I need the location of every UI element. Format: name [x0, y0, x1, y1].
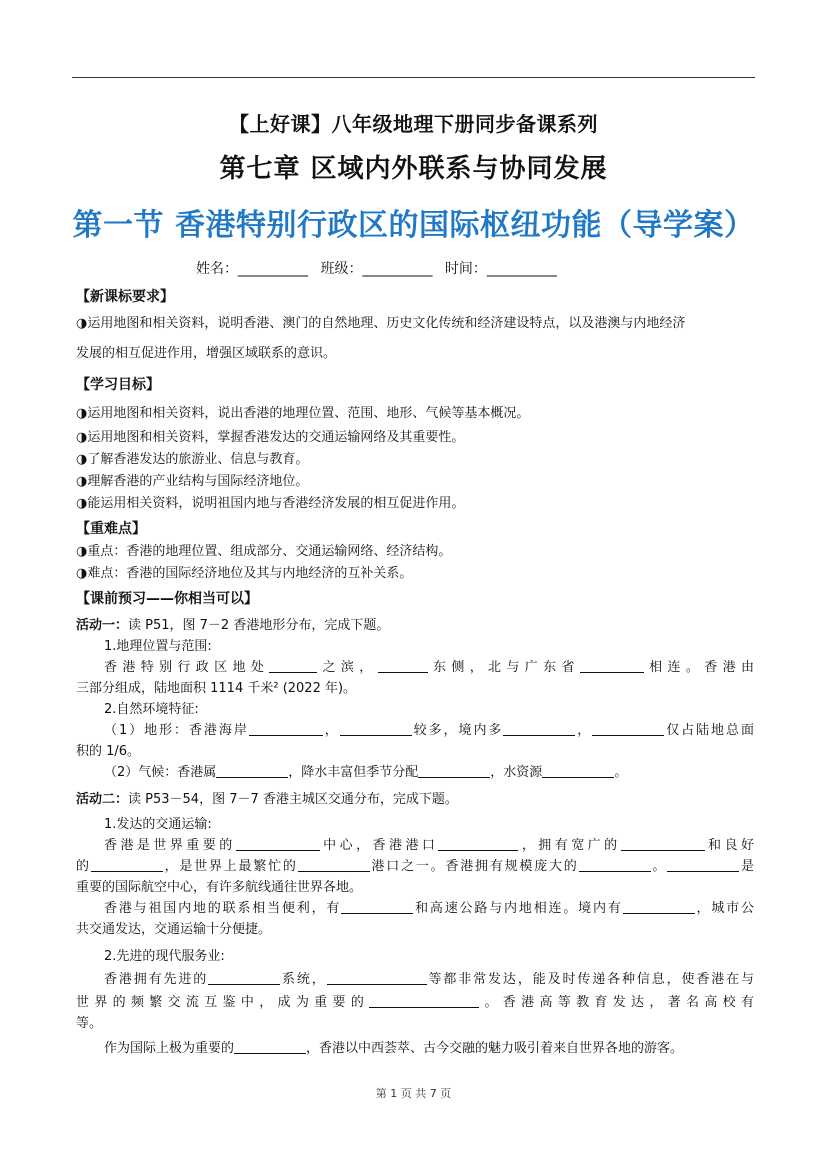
answer-blank[interactable]	[592, 721, 664, 736]
time-field: 时间：__________	[444, 261, 557, 277]
keypoint-item: ◑重点：香港的地理位置、组成部分、交通运输网络、经济结构。	[76, 544, 452, 559]
answer-blank[interactable]	[503, 721, 575, 736]
answer-blank[interactable]	[378, 658, 428, 673]
a1-q2-line3: （2）气候：香港属 ，降水丰富但季节分配 ，水资源 。	[104, 765, 628, 780]
answer-blank[interactable]	[542, 763, 614, 778]
a2-line3: 重要的国际航空中心，有许多航线通往世界各地。	[76, 880, 363, 895]
answer-blank[interactable]	[208, 970, 280, 985]
a1-q1-line1: 香港特别行政区地处 之滨， 东侧，北与广东省 相连。香港由	[104, 660, 754, 675]
a2-line1: 香港是世界重要的 中心，香港港口 ，拥有宽广的 和良好	[104, 838, 754, 853]
goal-item: ◑了解香港发达的旅游业、信息与教育。	[76, 452, 309, 467]
answer-blank[interactable]	[438, 836, 518, 851]
answer-blank[interactable]	[249, 721, 323, 736]
class-field: 班级：__________	[320, 261, 433, 277]
name-field: 姓名：__________	[196, 261, 308, 277]
keypoint-item: ◑难点：香港的国际经济地位及其与内地经济的互补关系。	[76, 566, 413, 581]
answer-blank[interactable]	[621, 836, 705, 851]
answer-blank[interactable]	[327, 970, 427, 985]
section-title: 第一节 香港特别行政区的国际枢纽功能（导学案）	[72, 208, 755, 243]
activity1-label: 活动一：	[76, 618, 129, 633]
goal-item: ◑能运用相关资料，说明祖国内地与香港经济发展的相互促进作用。	[76, 496, 465, 511]
answer-blank[interactable]	[234, 1039, 306, 1054]
chapter-title: 第七章 区域内外联系与协同发展	[219, 154, 608, 184]
a1-q1-title: 1.地理位置与范围:	[104, 639, 212, 654]
activity2-label: 活动二：	[76, 792, 129, 807]
series-title: 【上好课】八年级地理下册同步备课系列	[229, 112, 598, 136]
keypoints-heading: 【重难点】	[76, 521, 146, 537]
answer-blank[interactable]	[418, 763, 490, 778]
answer-blank[interactable]	[341, 899, 413, 914]
answer-blank[interactable]	[667, 857, 739, 872]
answer-blank[interactable]	[623, 899, 695, 914]
page-footer: 第 1 页 共 7 页	[375, 1087, 452, 1100]
a2-line4: 香港与祖国内地的联系相当便利，有 和高速公路与内地相连。境内有 ，城市公	[104, 901, 754, 916]
a1-q1-line2: 三部分组成，陆地面积 1114 千米² (2022 年)。	[76, 681, 357, 696]
preview-heading: 【课前预习——你相当可以】	[76, 591, 258, 607]
student-info-line	[196, 258, 565, 278]
answer-blank[interactable]	[269, 658, 317, 673]
goal-item: ◑理解香港的产业结构与国际经济地位。	[76, 474, 309, 489]
answer-blank[interactable]	[91, 857, 163, 872]
curriculum-text-2: 发展的相互促进作用，增强区域联系的意识。	[76, 346, 337, 361]
curriculum-heading: 【新课标要求】	[76, 289, 174, 305]
activity1-text: 读 P51，图 7－2 香港地形分布，完成下题。	[128, 618, 390, 633]
a2-line5: 共交通发达，交通运输十分便捷。	[76, 922, 272, 937]
answer-blank[interactable]	[340, 721, 412, 736]
activity2-intro	[76, 789, 754, 810]
goal-item: ◑运用地图和相关资料，说出香港的地理位置、范围、地形、气候等基本概况。	[76, 406, 530, 421]
a2-line7: 世界的频繁交流互鉴中，成为重要的 。香港高等教育发达，著名高校有	[76, 995, 754, 1010]
answer-blank[interactable]	[236, 836, 320, 851]
a2-q2-title: 2.先进的现代服务业:	[104, 949, 225, 964]
header-rule	[72, 77, 755, 78]
goals-heading: 【学习目标】	[76, 377, 160, 393]
answer-blank[interactable]	[579, 857, 651, 872]
curriculum-text-1: ◑运用地图和相关资料，说明香港、澳门的自然地理、历史文化传统和经济建设特点，以及港澳与内地经济	[76, 316, 686, 331]
a2-line6: 香港拥有先进的 系统， 等都非常发达，能及时传递各种信息，使香港在与	[104, 972, 754, 987]
activity1-intro	[76, 615, 754, 636]
a2-line8: 等。	[76, 1016, 103, 1031]
answer-blank[interactable]	[216, 763, 288, 778]
answer-blank[interactable]	[369, 993, 479, 1008]
activity2-text: 读 P53－54，图 7－7 香港主城区交通分布，完成下题。	[128, 792, 458, 807]
a2-line2: 的 ，是世界上最繁忙的 港口之一。香港拥有规模庞大的 。 是	[76, 859, 754, 874]
a2-q1-title: 1.发达的交通运输:	[104, 817, 212, 832]
goal-item: ◑运用地图和相关资料，掌握香港发达的交通运输网络及其重要性。	[76, 430, 465, 445]
document-body	[76, 285, 754, 1059]
a1-q2-title: 2.自然环境特征:	[104, 702, 199, 717]
a1-q2-line2: 积的 1/6。	[76, 744, 141, 759]
answer-blank[interactable]	[580, 658, 644, 673]
a2-line9: 作为国际上极为重要的 ，香港以中西荟萃、古今交融的魅力吸引着来自世界各地的游客。	[104, 1041, 684, 1056]
a1-q2-line1: （1）地形：香港海岸 ， 较多，境内多 ， 仅占陆地总面	[104, 723, 754, 738]
answer-blank[interactable]	[298, 857, 370, 872]
